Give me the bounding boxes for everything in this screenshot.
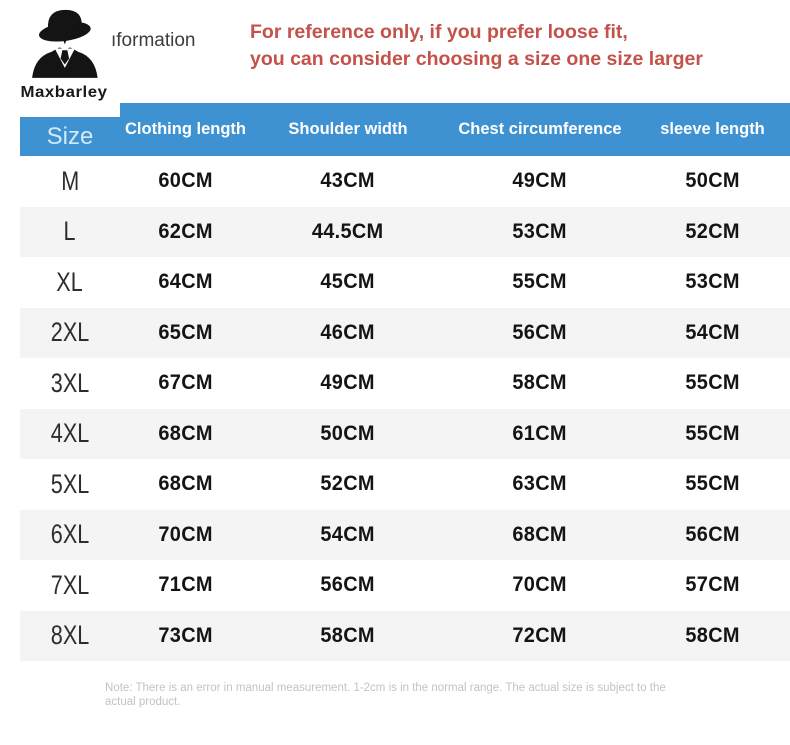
sleeve-length-cell: 55CM bbox=[685, 472, 740, 496]
sleeve-length-cell: 57CM bbox=[685, 573, 740, 597]
shoulder-width-cell: 54CM bbox=[320, 522, 376, 546]
chest-circumference-cell: 58CM bbox=[512, 371, 568, 395]
size-information-partial-title: ıformation bbox=[111, 30, 196, 51]
table-header-row bbox=[120, 103, 790, 156]
person-with-hat-icon bbox=[12, 4, 116, 88]
table-row bbox=[20, 611, 790, 662]
clothing-length-cell: 64CM bbox=[158, 270, 213, 294]
shoulder-width-cell: 43CM bbox=[320, 169, 376, 193]
table-row bbox=[20, 156, 790, 207]
size-label-cell: 4XL bbox=[50, 418, 90, 449]
shoulder-width-cell: 58CM bbox=[320, 623, 376, 647]
size-label-cell: M bbox=[61, 165, 79, 196]
shoulder-width-cell: 50CM bbox=[320, 421, 376, 445]
brand-name: Maxbarley bbox=[20, 84, 108, 101]
clothing-length-cell: 65CM bbox=[158, 320, 213, 344]
column-header-shoulder-width: Shoulder width bbox=[288, 120, 408, 138]
column-header-sleeve-length: sleeve length bbox=[660, 120, 765, 138]
clothing-length-cell: 67CM bbox=[158, 371, 213, 395]
table-header-size-cell bbox=[20, 117, 120, 156]
shoulder-width-cell: 49CM bbox=[320, 371, 376, 395]
size-label-cell: 3XL bbox=[50, 367, 90, 398]
clothing-length-cell: 70CM bbox=[158, 522, 213, 546]
sleeve-length-cell: 55CM bbox=[685, 421, 740, 445]
table-row bbox=[20, 207, 790, 258]
clothing-length-cell: 68CM bbox=[158, 472, 213, 496]
sleeve-length-cell: 56CM bbox=[685, 522, 740, 546]
clothing-length-cell: 73CM bbox=[158, 623, 213, 647]
shoulder-width-cell: 46CM bbox=[320, 320, 376, 344]
measurement-note: Note: There is an error in manual measurement. 1-2cm is in the normal range. The actual size is subject to the actual product. bbox=[105, 682, 666, 708]
column-header-size: Size bbox=[46, 122, 94, 150]
size-label-cell: 6XL bbox=[50, 519, 90, 550]
chest-circumference-cell: 68CM bbox=[512, 522, 568, 546]
table-row bbox=[20, 308, 790, 359]
table-row bbox=[20, 459, 790, 510]
chest-circumference-cell: 63CM bbox=[512, 472, 568, 496]
sleeve-length-cell: 50CM bbox=[685, 169, 740, 193]
chest-circumference-cell: 72CM bbox=[512, 623, 568, 647]
size-label-cell: 8XL bbox=[50, 620, 90, 651]
sleeve-length-cell: 55CM bbox=[685, 371, 740, 395]
shoulder-width-cell: 56CM bbox=[320, 573, 376, 597]
clothing-length-cell: 62CM bbox=[158, 219, 213, 243]
chest-circumference-cell: 70CM bbox=[512, 573, 568, 597]
shoulder-width-cell: 52CM bbox=[320, 472, 376, 496]
brand-logo bbox=[12, 4, 116, 102]
chest-circumference-cell: 53CM bbox=[512, 219, 568, 243]
clothing-length-cell: 60CM bbox=[158, 169, 213, 193]
sleeve-length-cell: 52CM bbox=[685, 219, 740, 243]
table-row bbox=[20, 358, 790, 409]
size-label-cell: XL bbox=[56, 266, 84, 297]
clothing-length-cell: 71CM bbox=[158, 573, 213, 597]
shoulder-width-cell: 45CM bbox=[320, 270, 376, 294]
fit-notice-line2: you can consider choosing a size one size larger bbox=[250, 48, 703, 70]
table-row bbox=[20, 409, 790, 460]
table-row bbox=[20, 510, 790, 561]
shoulder-width-cell: 44.5CM bbox=[312, 219, 384, 243]
sleeve-length-cell: 58CM bbox=[685, 623, 740, 647]
size-label-cell: 7XL bbox=[50, 569, 90, 600]
chest-circumference-cell: 49CM bbox=[512, 169, 568, 193]
sleeve-length-cell: 53CM bbox=[685, 270, 740, 294]
fit-notice-line1: For reference only, if you prefer loose fit, bbox=[250, 21, 628, 43]
chest-circumference-cell: 61CM bbox=[512, 421, 568, 445]
size-label-cell: 2XL bbox=[50, 317, 90, 348]
size-label-cell: 5XL bbox=[50, 468, 90, 499]
fit-notice bbox=[250, 19, 703, 73]
sleeve-length-cell: 54CM bbox=[685, 320, 740, 344]
chest-circumference-cell: 56CM bbox=[512, 320, 568, 344]
chest-circumference-cell: 55CM bbox=[512, 270, 568, 294]
column-header-chest-circumference: Chest circumference bbox=[458, 120, 622, 138]
size-label-cell: L bbox=[63, 216, 77, 247]
size-table-body bbox=[20, 156, 790, 661]
table-row bbox=[20, 560, 790, 611]
clothing-length-cell: 68CM bbox=[158, 421, 213, 445]
table-row bbox=[20, 257, 790, 308]
column-header-clothing-length: Clothing length bbox=[125, 120, 246, 138]
